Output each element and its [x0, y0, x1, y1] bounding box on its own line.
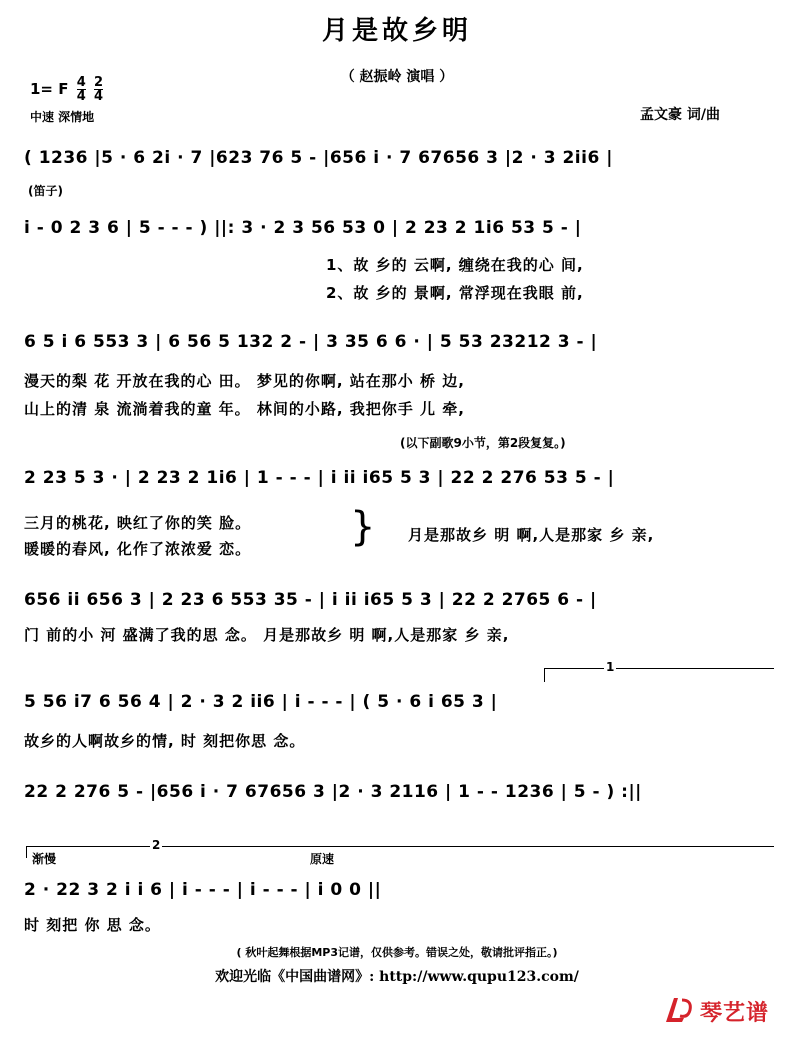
a-tempo-marking: 原速: [310, 852, 335, 866]
tempo-marking: 中速 深情地: [30, 110, 95, 124]
score-row-4: 2 23 5 3 · | 2 23 2 1i6 | 1 - - - | i ii i65 5 3 | 22 2 276 53 5 - |: [24, 468, 615, 488]
score-row-1: ( 1236 |5 · 6 2i · 7 |623 76 5 - |656 i · 7 67656 3 |2 · 3 2ii6 |: [24, 148, 613, 168]
composer-credit: 孟文豪 词/曲: [640, 107, 720, 123]
lyric-row-5: 门 前的小 河 盛满了我的思 念。 月是那故乡 明 啊,人是那家 乡 亲,: [24, 626, 510, 644]
volta-1-tick: [544, 668, 545, 682]
lyric-row-6: 故乡的人啊故乡的情, 时 刻把你思 念。: [24, 732, 306, 750]
score-row-6: 5 56 i7 6 56 4 | 2 · 3 2 ii6 | i - - - | ( 5 · 6 i 65 3 |: [24, 692, 498, 712]
key-label: 1= F: [30, 80, 69, 98]
verse-brace: }: [350, 504, 376, 550]
volta-2-tick: [26, 846, 27, 858]
qinyipu-logo: [662, 992, 782, 1032]
lyric-row-4-verse-1: 三月的桃花, 映红了你的笑 脸。: [24, 514, 252, 532]
lyric-row-4-chorus: 月是那故乡 明 啊,人是那家 乡 亲,: [408, 526, 655, 544]
volta-1-bracket: [544, 668, 774, 669]
lyric-row-3-verse-2: 山上的清 泉 流淌着我的童 年。 林间的小路, 我把你手 儿 牵,: [24, 400, 465, 418]
time-signature-b: $\frac{2}{4}$: [94, 75, 104, 104]
repeat-note: (以下副歌9小节，第2段复复。): [400, 436, 566, 450]
ritardando-marking: 渐慢: [32, 852, 57, 866]
site-credit[interactable]: 欢迎光临《中国曲谱网》: http://www.qupu123.com/: [215, 969, 579, 985]
transcriber-note: ( 秋叶起舞根据MP3记谱，仅供参考。错误之处，敬请批评指正。): [236, 946, 558, 959]
song-title: 月是故乡明: [321, 16, 472, 46]
lyric-row-8: 时 刻把 你 思 念。: [24, 916, 161, 934]
lyric-row-4-verse-2: 暖暖的春风, 化作了浓浓爱 恋。: [24, 540, 252, 558]
performer: （ 赵振岭 演唱 ）: [340, 69, 454, 85]
score-row-3: 6 5 i 6 553 3 | 6 56 5 132 2 - | 3 35 6 6 · | 5 53 23212 3 - |: [24, 332, 598, 352]
instrument-note: (笛子): [28, 184, 63, 198]
volta-2-bracket: [26, 846, 774, 847]
time-signature-a: $\frac{4}{4}$: [76, 75, 86, 104]
lyric-row-2-verse-2: 2、故 乡的 景啊, 常浮现在我眼 前,: [326, 284, 584, 302]
logo-mark-icon: [662, 992, 698, 1028]
volta-2-label: 2: [152, 838, 161, 852]
score-row-2: i - 0 2 3 6 | 5 - - - ) ||: 3 · 2 3 56 53 0 | 2 23 2 1i6 53 5 - |: [24, 218, 582, 238]
key-signature: [30, 76, 103, 103]
score-row-7: 22 2 276 5 - |656 i · 7 67656 3 |2 · 3 2116 | 1 - - 1236 | 5 - ) :||: [24, 782, 642, 802]
volta-1-label: 1: [606, 660, 615, 674]
score-row-5: 656 ii 656 3 | 2 23 6 553 35 - | i ii i65 5 3 | 22 2 2765 6 - |: [24, 590, 597, 610]
lyric-row-2-verse-1: 1、故 乡的 云啊, 缠绕在我的心 间,: [326, 256, 584, 274]
score-row-8: 2 · 22 3 2 i i 6 | i - - - | i - - - | i 0 0 ||: [24, 880, 382, 900]
lyric-row-3-verse-1: 漫天的梨 花 开放在我的心 田。 梦见的你啊, 站在那小 桥 边,: [24, 372, 465, 390]
logo-text: 琴艺谱: [700, 1001, 770, 1026]
